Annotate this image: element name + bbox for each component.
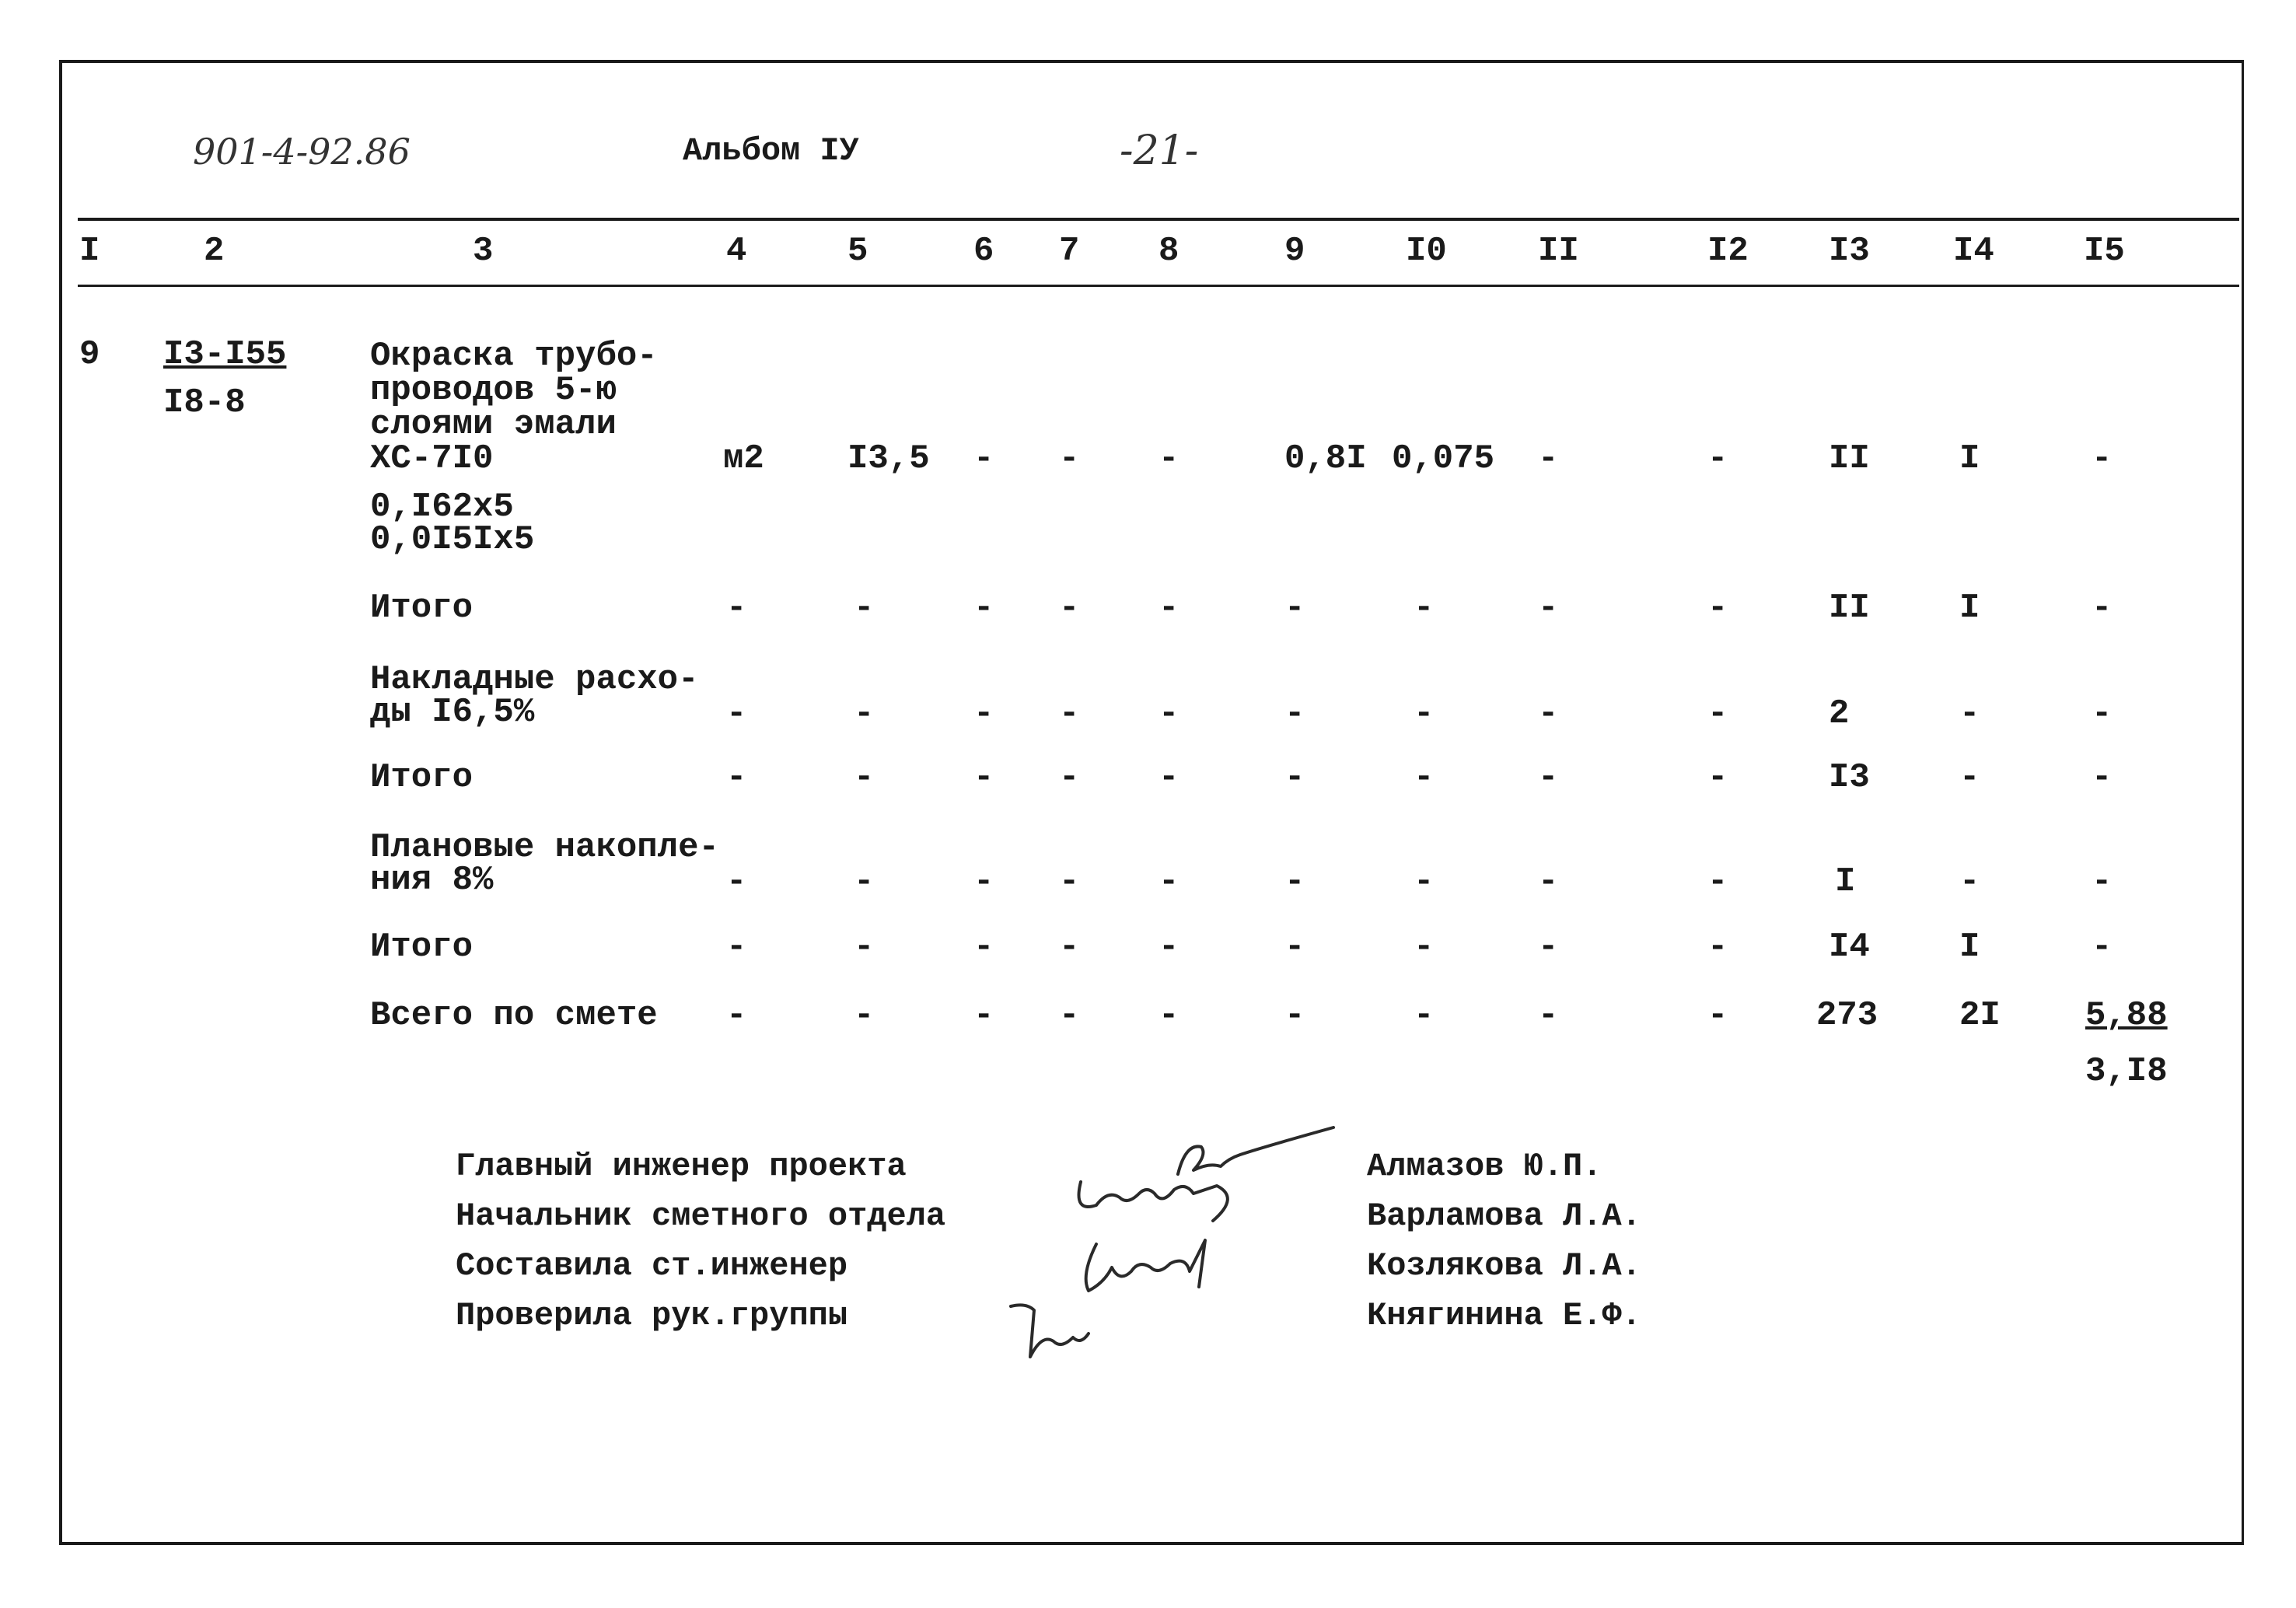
signature-stroke [1178,1127,1333,1174]
row-cell: - [1538,862,1559,901]
row-cell: - [1959,694,1980,733]
row-cell: - [726,589,747,627]
row-cell: - [1538,928,1559,967]
row-cell: - [726,928,747,967]
item-cell: - [1538,439,1559,478]
signature-role: Начальник сметного отдела [456,1197,946,1235]
item-description-line: Окраска трубо- [370,337,658,376]
handwritten-signatures [980,1120,1384,1376]
row-cell: 2 [1829,694,1850,733]
row-cell: 2I [1959,996,2001,1035]
col-header: 9 [1284,232,1305,271]
row-cell: - [854,928,875,967]
page-number: -21- [1120,128,1199,174]
signature-name: Алмазов Ю.П. [1367,1148,1602,1185]
row-cell: - [1538,758,1559,797]
row-cell: II [1829,589,1870,627]
item-cell: II [1829,439,1870,478]
col-header: I4 [1953,232,1994,271]
row-cell: - [1158,928,1179,967]
row-cell: - [726,996,747,1035]
item-calc-line: 0,0I5Ix5 [370,520,535,559]
row-cell: 273 [1816,996,1878,1035]
item-cell: - [2092,439,2113,478]
row-cell: - [2092,694,2113,733]
item-qty: I3,5 [847,439,930,478]
row-cell: I [1959,589,1980,627]
row-cell: - [973,694,994,733]
row-cell: - [1284,862,1305,901]
signature-stroke [1011,1305,1089,1357]
row-cell: - [1707,996,1728,1035]
row-label: Итого [370,589,474,627]
row-cell: - [1414,928,1435,967]
item-number: 9 [79,335,100,374]
item-cell: - [1059,439,1080,478]
item-cell: - [1158,439,1179,478]
row-cell: - [1158,589,1179,627]
item-cell: 0,8I [1284,439,1367,478]
col-header: 2 [204,232,225,271]
row-cell: 5,88 [2085,996,2168,1035]
col-header: 6 [973,232,994,271]
row-cell: - [1059,758,1080,797]
row-label: ды I6,5% [370,693,535,732]
row-label: Накладные расхо- [370,660,699,699]
row-cell: - [1059,862,1080,901]
row-cell: I [1835,862,1856,901]
row-cell: - [1059,928,1080,967]
col-header: 8 [1158,232,1179,271]
row-cell: - [1284,589,1305,627]
row-cell: - [726,862,747,901]
item-cell: I [1959,439,1980,478]
item-cell: - [973,439,994,478]
row-cell: - [1284,694,1305,733]
row-cell: - [2092,928,2113,967]
row-cell: - [2092,589,2113,627]
row-cell: - [973,758,994,797]
row-cell: - [1059,589,1080,627]
item-unit: м2 [723,439,764,478]
item-description-line: проводов 5-ю [370,371,617,410]
row-cell: - [1158,758,1179,797]
signature-role: Главный инженер проекта [456,1148,907,1185]
col-header: I2 [1707,232,1749,271]
album-label: Альбом IУ [683,132,859,170]
row-cell: - [1158,694,1179,733]
doc-code: 901-4-92.86 [193,131,411,173]
signature-role: Составила ст.инженер [456,1247,848,1285]
col-header: I5 [2084,232,2125,271]
row-cell: I4 [1829,928,1870,967]
row-cell: - [1959,758,1980,797]
signature-name: Козлякова Л.А. [1367,1247,1641,1285]
row-cell: - [973,589,994,627]
col-header: I [79,232,100,271]
item-code-bottom: I8-8 [163,383,246,422]
row-cell: - [1158,862,1179,901]
row-cell: - [1284,928,1305,967]
col-header: 5 [847,232,868,271]
row-cell: - [1707,862,1728,901]
row-cell: - [854,996,875,1035]
row-cell: - [1707,758,1728,797]
row-cell: I [1959,928,1980,967]
signature-stroke [1086,1240,1205,1291]
row-cell: - [2092,862,2113,901]
col-header: II [1538,232,1579,271]
row-cell: - [1158,996,1179,1035]
row-cell: - [854,589,875,627]
row-cell: - [1538,996,1559,1035]
row-cell: - [1707,928,1728,967]
row-cell: - [1284,996,1305,1035]
row-cell: - [1059,694,1080,733]
signature-name: Княгинина Е.Ф. [1367,1297,1641,1334]
row-cell: - [1059,996,1080,1035]
row-cell: - [973,928,994,967]
col-header: 4 [726,232,747,271]
item-calc-line: 0,I62x5 [370,488,514,526]
row-cell: - [1959,862,1980,901]
row-cell: - [1707,694,1728,733]
row-cell: - [726,694,747,733]
row-cell: - [854,758,875,797]
row-cell: - [1414,694,1435,733]
row-cell: - [726,758,747,797]
row-cell: - [1538,694,1559,733]
header-rule-bottom [78,285,2239,287]
row-cell: - [1414,862,1435,901]
col-header: I0 [1406,232,1447,271]
row-cell: - [854,862,875,901]
row-label: ния 8% [370,861,494,900]
col-header: 7 [1059,232,1080,271]
row-cell: - [1414,758,1435,797]
item-cell: - [1707,439,1728,478]
row-label: Всего по смете [370,996,658,1035]
signature-stroke [1079,1182,1228,1221]
row-cell-extra: 3,I8 [2085,1052,2168,1091]
header-rule-top [78,218,2239,221]
row-cell: - [973,862,994,901]
row-cell: I3 [1829,758,1870,797]
item-description-line: ХС-7I0 [370,439,494,478]
row-cell: - [1284,758,1305,797]
row-cell: - [1414,589,1435,627]
item-cell: 0,075 [1392,439,1495,478]
row-label: Итого [370,928,474,967]
item-code-top: I3-I55 [163,335,287,374]
row-cell: - [1707,589,1728,627]
item-description-line: слоями эмали [370,405,617,444]
row-cell: - [973,996,994,1035]
col-header: 3 [473,232,494,271]
signature-role: Проверила рук.группы [456,1297,848,1334]
row-cell: - [1538,589,1559,627]
row-label: Плановые накопле- [370,828,719,867]
row-label: Итого [370,758,474,797]
row-cell: - [1414,996,1435,1035]
signature-name: Варламова Л.А. [1367,1197,1641,1235]
row-cell: - [854,694,875,733]
row-cell: - [2092,758,2113,797]
col-header: I3 [1829,232,1870,271]
